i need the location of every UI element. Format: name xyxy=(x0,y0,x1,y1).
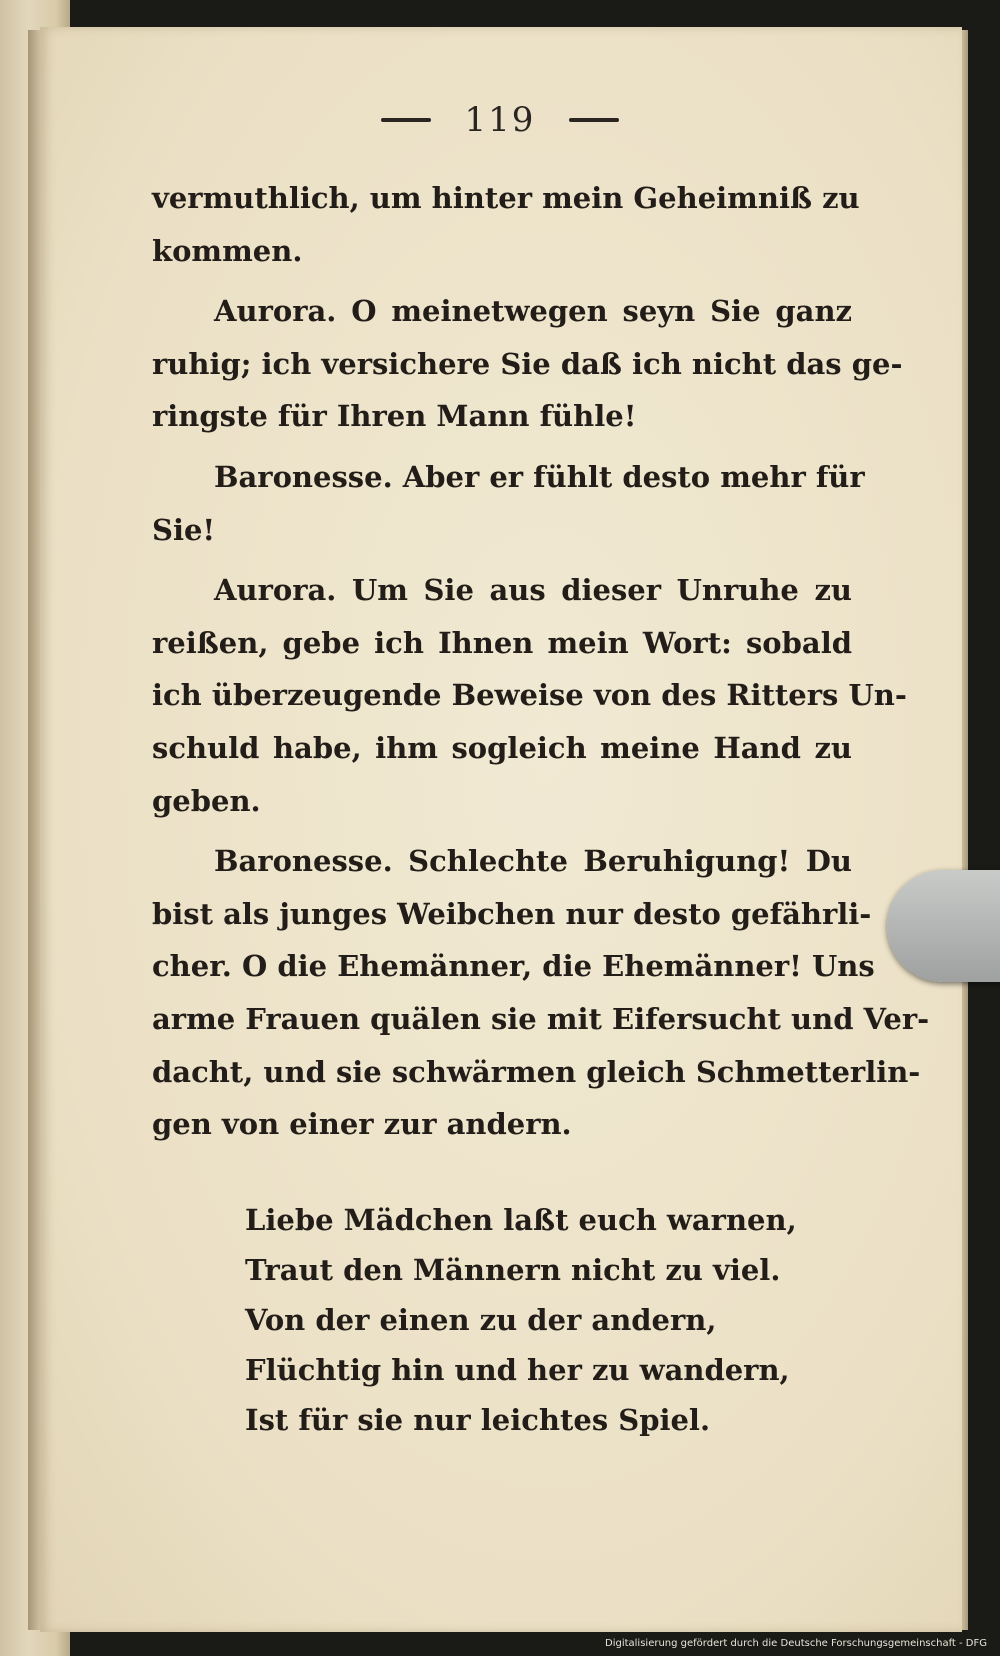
text-line: schuld habe, ihm sogleich meine Hand zu xyxy=(152,730,852,765)
text-line: Baronesse. Schlechte Beruhigung! Du xyxy=(214,844,852,879)
text-line: kommen. xyxy=(152,233,303,268)
text-line: Aurora. O meinetwegen seyn Sie ganz xyxy=(214,294,852,329)
text-line: ruhig; ich versichere Sie daß ich nicht das ge- xyxy=(152,346,903,381)
verse-line: Liebe Mädchen laßt euch warnen, xyxy=(245,1203,797,1237)
header-dash-right xyxy=(569,118,619,122)
text-line: vermuthlich, um hinter mein Geheimniß zu xyxy=(152,181,860,215)
paragraph xyxy=(152,451,865,556)
text-line: ringste für Ihren Mann fühle! xyxy=(152,399,637,434)
text-line: cher. O die Ehemänner, die Ehemänner! Uns xyxy=(152,949,875,984)
text-line: Baronesse. Aber er fühlt desto mehr für xyxy=(214,459,865,494)
text-line: gen von einer zur andern. xyxy=(152,1107,572,1142)
metal-page-clip xyxy=(887,870,1000,982)
verse-line: Flüchtig hin und her zu wandern, xyxy=(245,1353,790,1387)
text-line: dacht, und sie schwärmen gleich Schmetterlin- xyxy=(152,1054,921,1089)
page-header xyxy=(0,100,1000,140)
paragraph xyxy=(152,285,903,443)
text-line: geben. xyxy=(152,783,261,818)
page-stack-edge xyxy=(962,30,968,1630)
text-line: bist als junges Weibchen nur desto gefährli- xyxy=(152,896,872,931)
page-number: 119 xyxy=(464,100,536,140)
text-line: Sie! xyxy=(152,512,216,547)
digitization-credit: Digitalisierung gefördert durch die Deutsche Forschungsgemeinschaft - DFG xyxy=(605,1638,988,1649)
text-line: Aurora. Um Sie aus dieser Unruhe zu xyxy=(214,573,852,608)
text-line: reißen, gebe ich Ihnen mein Wort: sobald xyxy=(152,625,852,660)
verse-line: Von der einen zu der andern, xyxy=(245,1303,717,1337)
paragraph xyxy=(152,564,907,827)
header-dash-left xyxy=(381,118,431,122)
paragraph xyxy=(152,172,860,277)
body-text xyxy=(152,172,930,1151)
verse-block xyxy=(245,1195,797,1445)
text-line: arme Frauen quälen sie mit Eifersucht und Ver- xyxy=(152,1001,930,1036)
verse-line: Traut den Männern nicht zu viel. xyxy=(245,1253,781,1287)
paragraph xyxy=(152,835,930,1151)
verse-line: Ist für sie nur leichtes Spiel. xyxy=(245,1403,711,1437)
text-line: ich überzeugende Beweise von des Ritters Un- xyxy=(152,678,907,713)
